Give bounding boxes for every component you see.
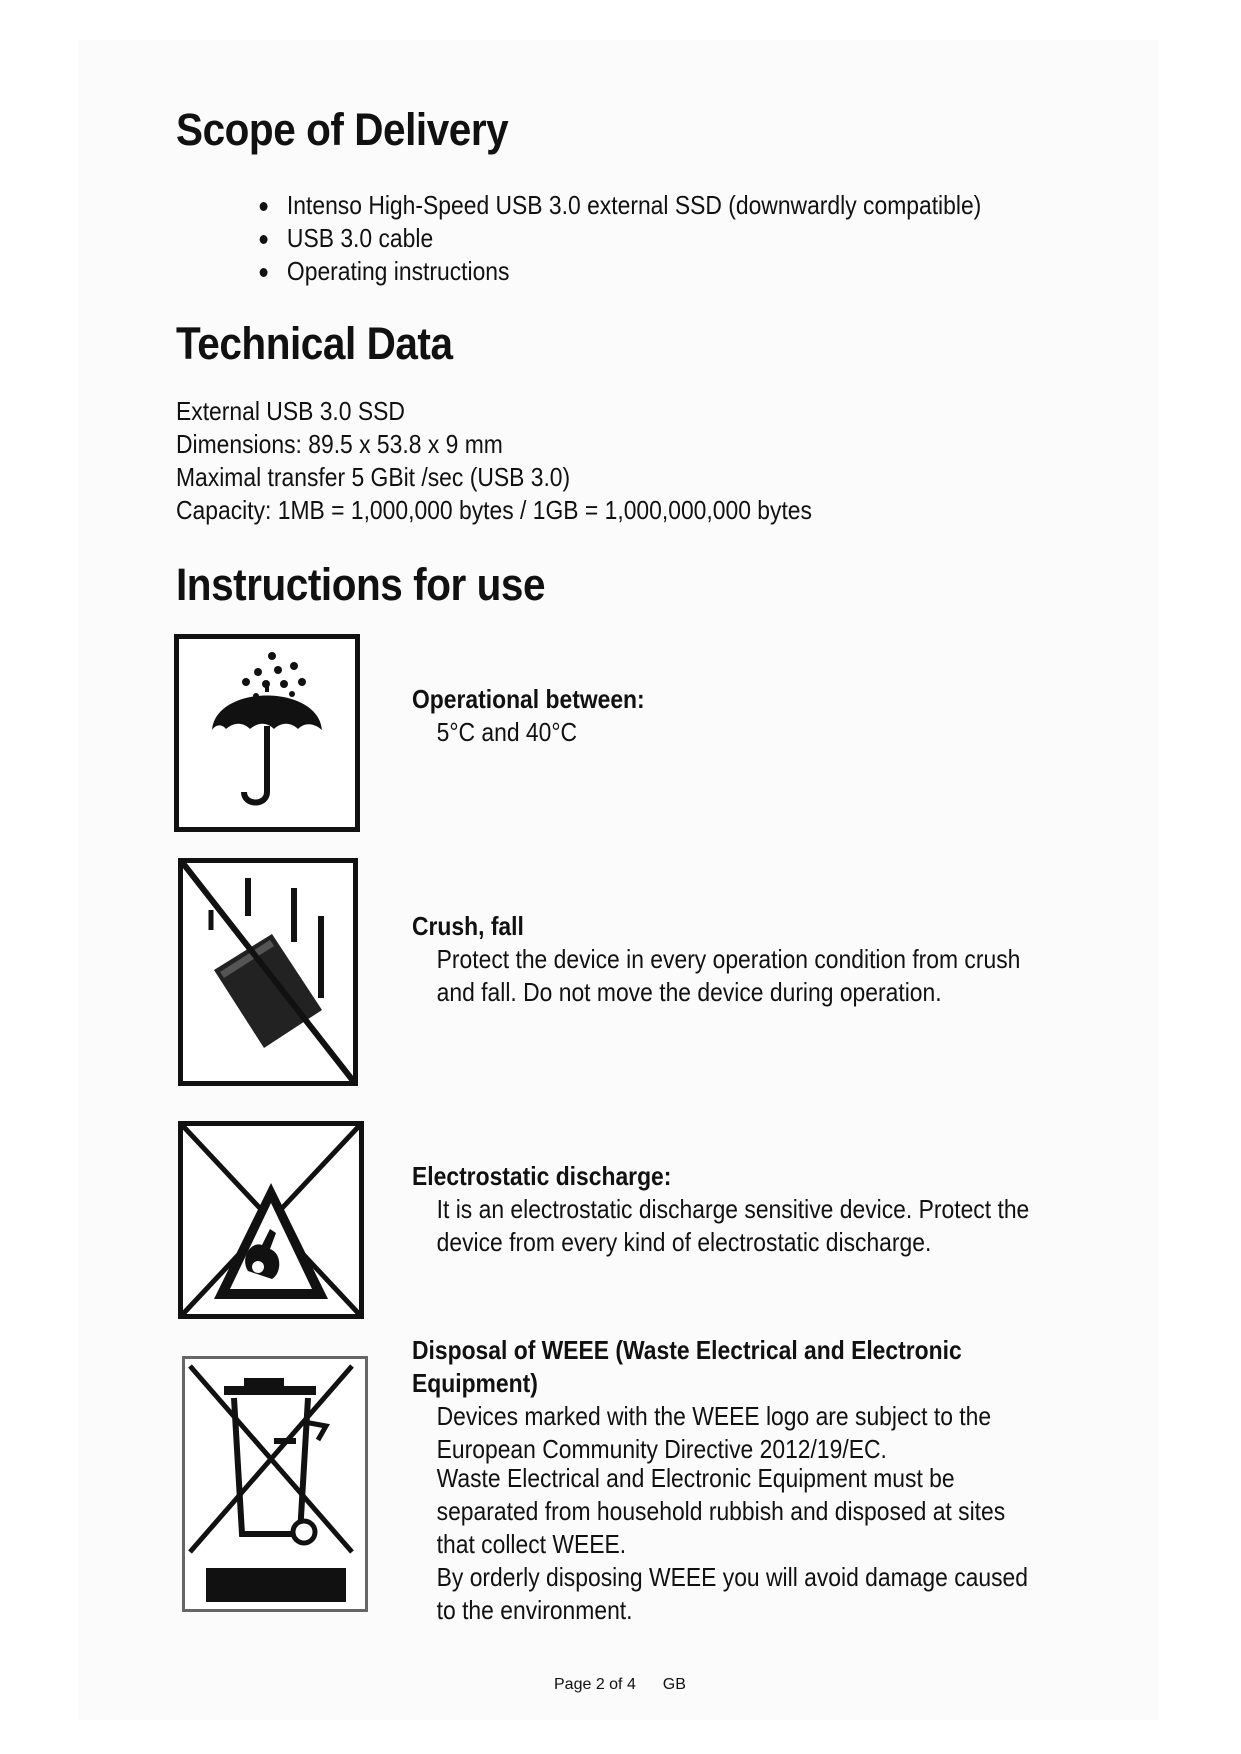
umbrella-icon [174, 634, 360, 832]
list-item: USB 3.0 cable [257, 222, 981, 255]
weee-bin-icon [182, 1356, 368, 1612]
instruction-text: By orderly disposing WEEE you will avoid damage caused [436, 1562, 1029, 1592]
instruction-crush-fall [412, 910, 1020, 1009]
technical-data-block [176, 395, 812, 527]
scope-heading: Scope of Delivery [176, 104, 509, 155]
instruction-text: Devices marked with the WEEE logo are subject to the [436, 1401, 992, 1431]
instruction-text: 5°C and 40°C [436, 717, 578, 747]
instruction-operational [412, 683, 645, 749]
list-item: Operating instructions [257, 255, 981, 288]
instruction-title: Equipment) [412, 1368, 538, 1398]
instruction-text: to the environment. [436, 1595, 633, 1625]
instruction-text: Waste Electrical and Electronic Equipment must be [436, 1463, 955, 1493]
instruction-text: Protect the device in every operation condition from crush [436, 944, 1021, 974]
instruction-title: Electrostatic discharge: [412, 1161, 672, 1191]
instruction-text: and fall. Do not move the device during operation. [436, 977, 942, 1007]
technical-line: Maximal transfer 5 GBit /sec (USB 3.0) [176, 462, 571, 492]
instruction-title: Operational between: [412, 684, 645, 714]
instructions-heading: Instructions for use [176, 559, 546, 610]
instruction-text: device from every kind of electrostatic discharge. [436, 1227, 932, 1257]
list-item: Intenso High-Speed USB 3.0 external SSD (downwardly compatible) [257, 189, 981, 222]
technical-line: Capacity: 1MB = 1,000,000 bytes / 1GB = 1,000,000,000 bytes [176, 495, 812, 525]
instruction-text: separated from household rubbish and disposed at sites [436, 1496, 1006, 1526]
language-code: GB [662, 1676, 686, 1693]
no-drop-icon [178, 858, 358, 1086]
page-number: Page 2 of 4 [554, 1676, 636, 1693]
instruction-weee [412, 1334, 1028, 1627]
scope-list [257, 189, 981, 288]
instruction-text: European Community Directive 2012/19/EC. [436, 1434, 887, 1464]
instruction-text: It is an electrostatic discharge sensitive device. Protect the [436, 1194, 1030, 1224]
technical-line: Dimensions: 89.5 x 53.8 x 9 mm [176, 429, 503, 459]
technical-heading: Technical Data [176, 318, 453, 369]
instruction-title: Crush, fall [412, 911, 524, 941]
instruction-esd [412, 1160, 1029, 1259]
esd-warning-icon [178, 1121, 364, 1319]
page-footer [554, 1676, 686, 1694]
instruction-title: Disposal of WEEE (Waste Electrical and Electronic [412, 1335, 962, 1365]
instruction-text: that collect WEEE. [436, 1529, 627, 1559]
technical-line: External USB 3.0 SSD [176, 396, 405, 426]
